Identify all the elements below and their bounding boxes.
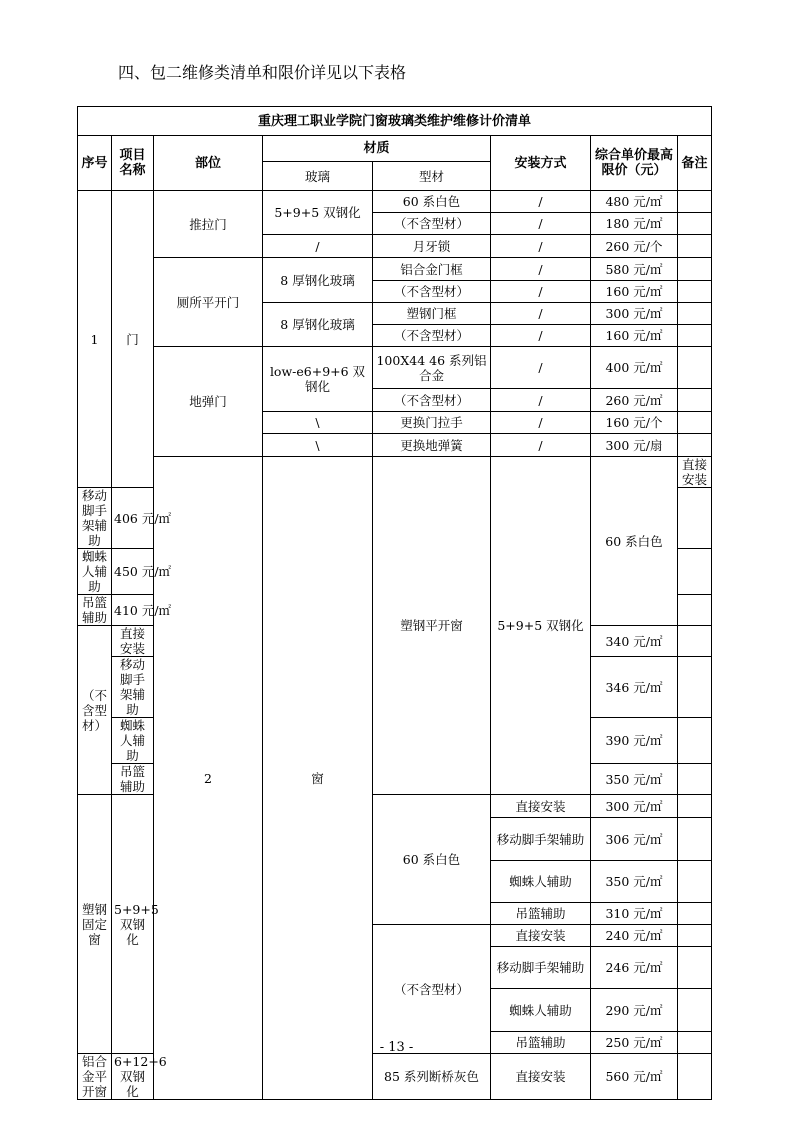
install-cell: 蜘蛛人辅助 bbox=[491, 861, 591, 903]
price-list-table bbox=[77, 106, 712, 1100]
note-cell bbox=[678, 657, 712, 718]
note-cell bbox=[678, 213, 712, 235]
table-row bbox=[78, 258, 712, 281]
table-title-row bbox=[78, 107, 712, 136]
price-cell: 250 元/㎡ bbox=[591, 1032, 678, 1054]
price-cell: 390 元/㎡ bbox=[591, 718, 678, 764]
glass-cell: 5+9+5 双钢化 bbox=[491, 457, 591, 795]
profile-cell: 塑钢门框 bbox=[373, 303, 491, 325]
price-cell: 480 元/㎡ bbox=[591, 191, 678, 213]
note-cell bbox=[678, 412, 712, 434]
profile-cell: 更换门拉手 bbox=[373, 412, 491, 434]
profile-cell: 85 系列断桥灰色 bbox=[373, 1054, 491, 1100]
profile-cell: （不含型材） bbox=[373, 213, 491, 235]
note-cell bbox=[678, 795, 712, 818]
note-cell bbox=[678, 235, 712, 258]
price-cell: 300 元/扇 bbox=[591, 434, 678, 457]
price-cell: 580 元/㎡ bbox=[591, 258, 678, 281]
install-cell: 直接安装 bbox=[678, 457, 712, 488]
header-seq: 序号 bbox=[78, 136, 112, 191]
install-cell: / bbox=[491, 235, 591, 258]
install-cell: 直接安装 bbox=[491, 925, 591, 947]
profile-cell: 60 系白色 bbox=[373, 191, 491, 213]
install-cell: / bbox=[491, 303, 591, 325]
install-cell: 吊篮辅助 bbox=[78, 595, 112, 626]
price-cell: 350 元/㎡ bbox=[591, 861, 678, 903]
door-name: 门 bbox=[112, 191, 154, 488]
window-seq: 2 bbox=[154, 457, 263, 1100]
header-note: 备注 bbox=[678, 136, 712, 191]
install-cell: 直接安装 bbox=[491, 1054, 591, 1100]
profile-cell: 100X44 46 系列铝合金 bbox=[373, 347, 491, 389]
note-cell bbox=[678, 718, 712, 764]
note-cell bbox=[678, 861, 712, 903]
note-cell bbox=[678, 191, 712, 213]
price-cell: 180 元/㎡ bbox=[591, 213, 678, 235]
install-cell: / bbox=[491, 389, 591, 412]
table-row bbox=[78, 347, 712, 389]
header-price: 综合单价最高限价（元） bbox=[591, 136, 678, 191]
price-cell: 560 元/㎡ bbox=[591, 1054, 678, 1100]
price-cell: 160 元/㎡ bbox=[591, 325, 678, 347]
install-cell: / bbox=[491, 412, 591, 434]
install-cell: / bbox=[491, 213, 591, 235]
price-cell: 310 元/㎡ bbox=[591, 903, 678, 925]
install-cell: 蜘蛛人辅助 bbox=[112, 718, 154, 764]
header-glass: 玻璃 bbox=[263, 162, 373, 191]
part-casement-window: 塑钢平开窗 bbox=[373, 457, 491, 795]
price-cell: 290 元/㎡ bbox=[591, 989, 678, 1032]
note-cell bbox=[678, 903, 712, 925]
note-cell bbox=[678, 303, 712, 325]
note-cell bbox=[678, 818, 712, 861]
install-cell: / bbox=[491, 281, 591, 303]
note-cell bbox=[678, 325, 712, 347]
install-cell: 吊篮辅助 bbox=[491, 903, 591, 925]
table-title: 重庆理工职业学院门窗玻璃类维护维修计价清单 bbox=[78, 107, 712, 136]
part-floor-spring-door: 地弹门 bbox=[154, 347, 263, 457]
note-cell bbox=[678, 925, 712, 947]
profile-cell: 60 系白色 bbox=[591, 457, 678, 626]
install-cell: 吊篮辅助 bbox=[112, 764, 154, 795]
note-cell bbox=[678, 549, 712, 595]
page-number: - 13 - bbox=[379, 1040, 414, 1055]
price-cell: 240 元/㎡ bbox=[591, 925, 678, 947]
install-cell: 直接安装 bbox=[112, 626, 154, 657]
price-cell: 300 元/㎡ bbox=[591, 303, 678, 325]
door-seq: 1 bbox=[78, 191, 112, 488]
glass-cell: 6+12+6 双钢化 bbox=[112, 1054, 154, 1100]
note-cell bbox=[678, 434, 712, 457]
note-cell bbox=[678, 281, 712, 303]
header-material: 材质 bbox=[263, 136, 491, 162]
table-row bbox=[78, 191, 712, 213]
install-cell: / bbox=[491, 325, 591, 347]
price-cell: 450 元/㎡ bbox=[112, 549, 154, 595]
profile-cell: 铝合金门框 bbox=[373, 258, 491, 281]
price-cell: 160 元/㎡ bbox=[591, 281, 678, 303]
price-cell: 346 元/㎡ bbox=[591, 657, 678, 718]
install-cell: 移动脚手架辅助 bbox=[491, 818, 591, 861]
install-cell: 移动脚手架辅助 bbox=[112, 657, 154, 718]
profile-cell: （不含型材） bbox=[78, 626, 112, 795]
install-cell: 直接安装 bbox=[491, 795, 591, 818]
header-profile: 型材 bbox=[373, 162, 491, 191]
part-aluminum-window: 铝合金平开窗 bbox=[78, 1054, 112, 1100]
window-name: 窗 bbox=[263, 457, 373, 1100]
note-cell bbox=[678, 347, 712, 389]
note-cell bbox=[678, 764, 712, 795]
part-sliding-door: 推拉门 bbox=[154, 191, 263, 258]
install-cell: 移动脚手架辅助 bbox=[491, 947, 591, 989]
install-cell: 蜘蛛人辅助 bbox=[78, 549, 112, 595]
profile-cell: （不含型材） bbox=[373, 325, 491, 347]
profile-cell: 60 系白色 bbox=[373, 795, 491, 925]
note-cell bbox=[678, 389, 712, 412]
table-row bbox=[78, 457, 712, 488]
note-cell bbox=[678, 989, 712, 1032]
note-cell bbox=[678, 1054, 712, 1100]
install-cell: 蜘蛛人辅助 bbox=[491, 989, 591, 1032]
profile-cell: （不含型材） bbox=[373, 389, 491, 412]
price-cell: 410 元/㎡ bbox=[112, 595, 154, 626]
install-cell: 吊篮辅助 bbox=[491, 1032, 591, 1054]
price-cell: 340 元/㎡ bbox=[591, 626, 678, 657]
glass-cell: 5+9+5 双钢化 bbox=[112, 795, 154, 1054]
profile-cell: 月牙锁 bbox=[373, 235, 491, 258]
install-cell: / bbox=[491, 258, 591, 281]
price-cell: 300 元/㎡ bbox=[591, 795, 678, 818]
install-cell: / bbox=[491, 191, 591, 213]
price-cell: 406 元/㎡ bbox=[112, 488, 154, 549]
glass-cell: \ bbox=[263, 434, 373, 457]
header-row bbox=[78, 136, 712, 162]
section-heading: 四、包二维修类清单和限价详见以下表格 bbox=[118, 63, 407, 82]
price-cell: 260 元/㎡ bbox=[591, 389, 678, 412]
install-cell: / bbox=[491, 347, 591, 389]
note-cell bbox=[678, 488, 712, 549]
price-cell: 350 元/㎡ bbox=[591, 764, 678, 795]
note-cell bbox=[678, 258, 712, 281]
price-cell: 160 元/个 bbox=[591, 412, 678, 434]
glass-cell: / bbox=[263, 235, 373, 258]
profile-cell: （不含型材） bbox=[373, 281, 491, 303]
glass-cell: low-e6+9+6 双钢化 bbox=[263, 347, 373, 412]
price-cell: 400 元/㎡ bbox=[591, 347, 678, 389]
part-toilet-door: 厕所平开门 bbox=[154, 258, 263, 347]
price-cell: 246 元/㎡ bbox=[591, 947, 678, 989]
header-part: 部位 bbox=[154, 136, 263, 191]
header-install: 安装方式 bbox=[491, 136, 591, 191]
price-cell: 306 元/㎡ bbox=[591, 818, 678, 861]
price-cell: 260 元/个 bbox=[591, 235, 678, 258]
glass-cell: 8 厚钢化玻璃 bbox=[263, 258, 373, 303]
note-cell bbox=[678, 947, 712, 989]
profile-cell: （不含型材） bbox=[373, 925, 491, 1054]
glass-cell: 8 厚钢化玻璃 bbox=[263, 303, 373, 347]
glass-cell: 5+9+5 双钢化 bbox=[263, 191, 373, 235]
header-item-name: 项目名称 bbox=[112, 136, 154, 191]
note-cell bbox=[678, 626, 712, 657]
note-cell bbox=[678, 595, 712, 626]
glass-cell: \ bbox=[263, 412, 373, 434]
profile-cell: 更换地弹簧 bbox=[373, 434, 491, 457]
install-cell: / bbox=[491, 434, 591, 457]
install-cell: 移动脚手架辅助 bbox=[78, 488, 112, 549]
part-fixed-window: 塑钢固定窗 bbox=[78, 795, 112, 1054]
